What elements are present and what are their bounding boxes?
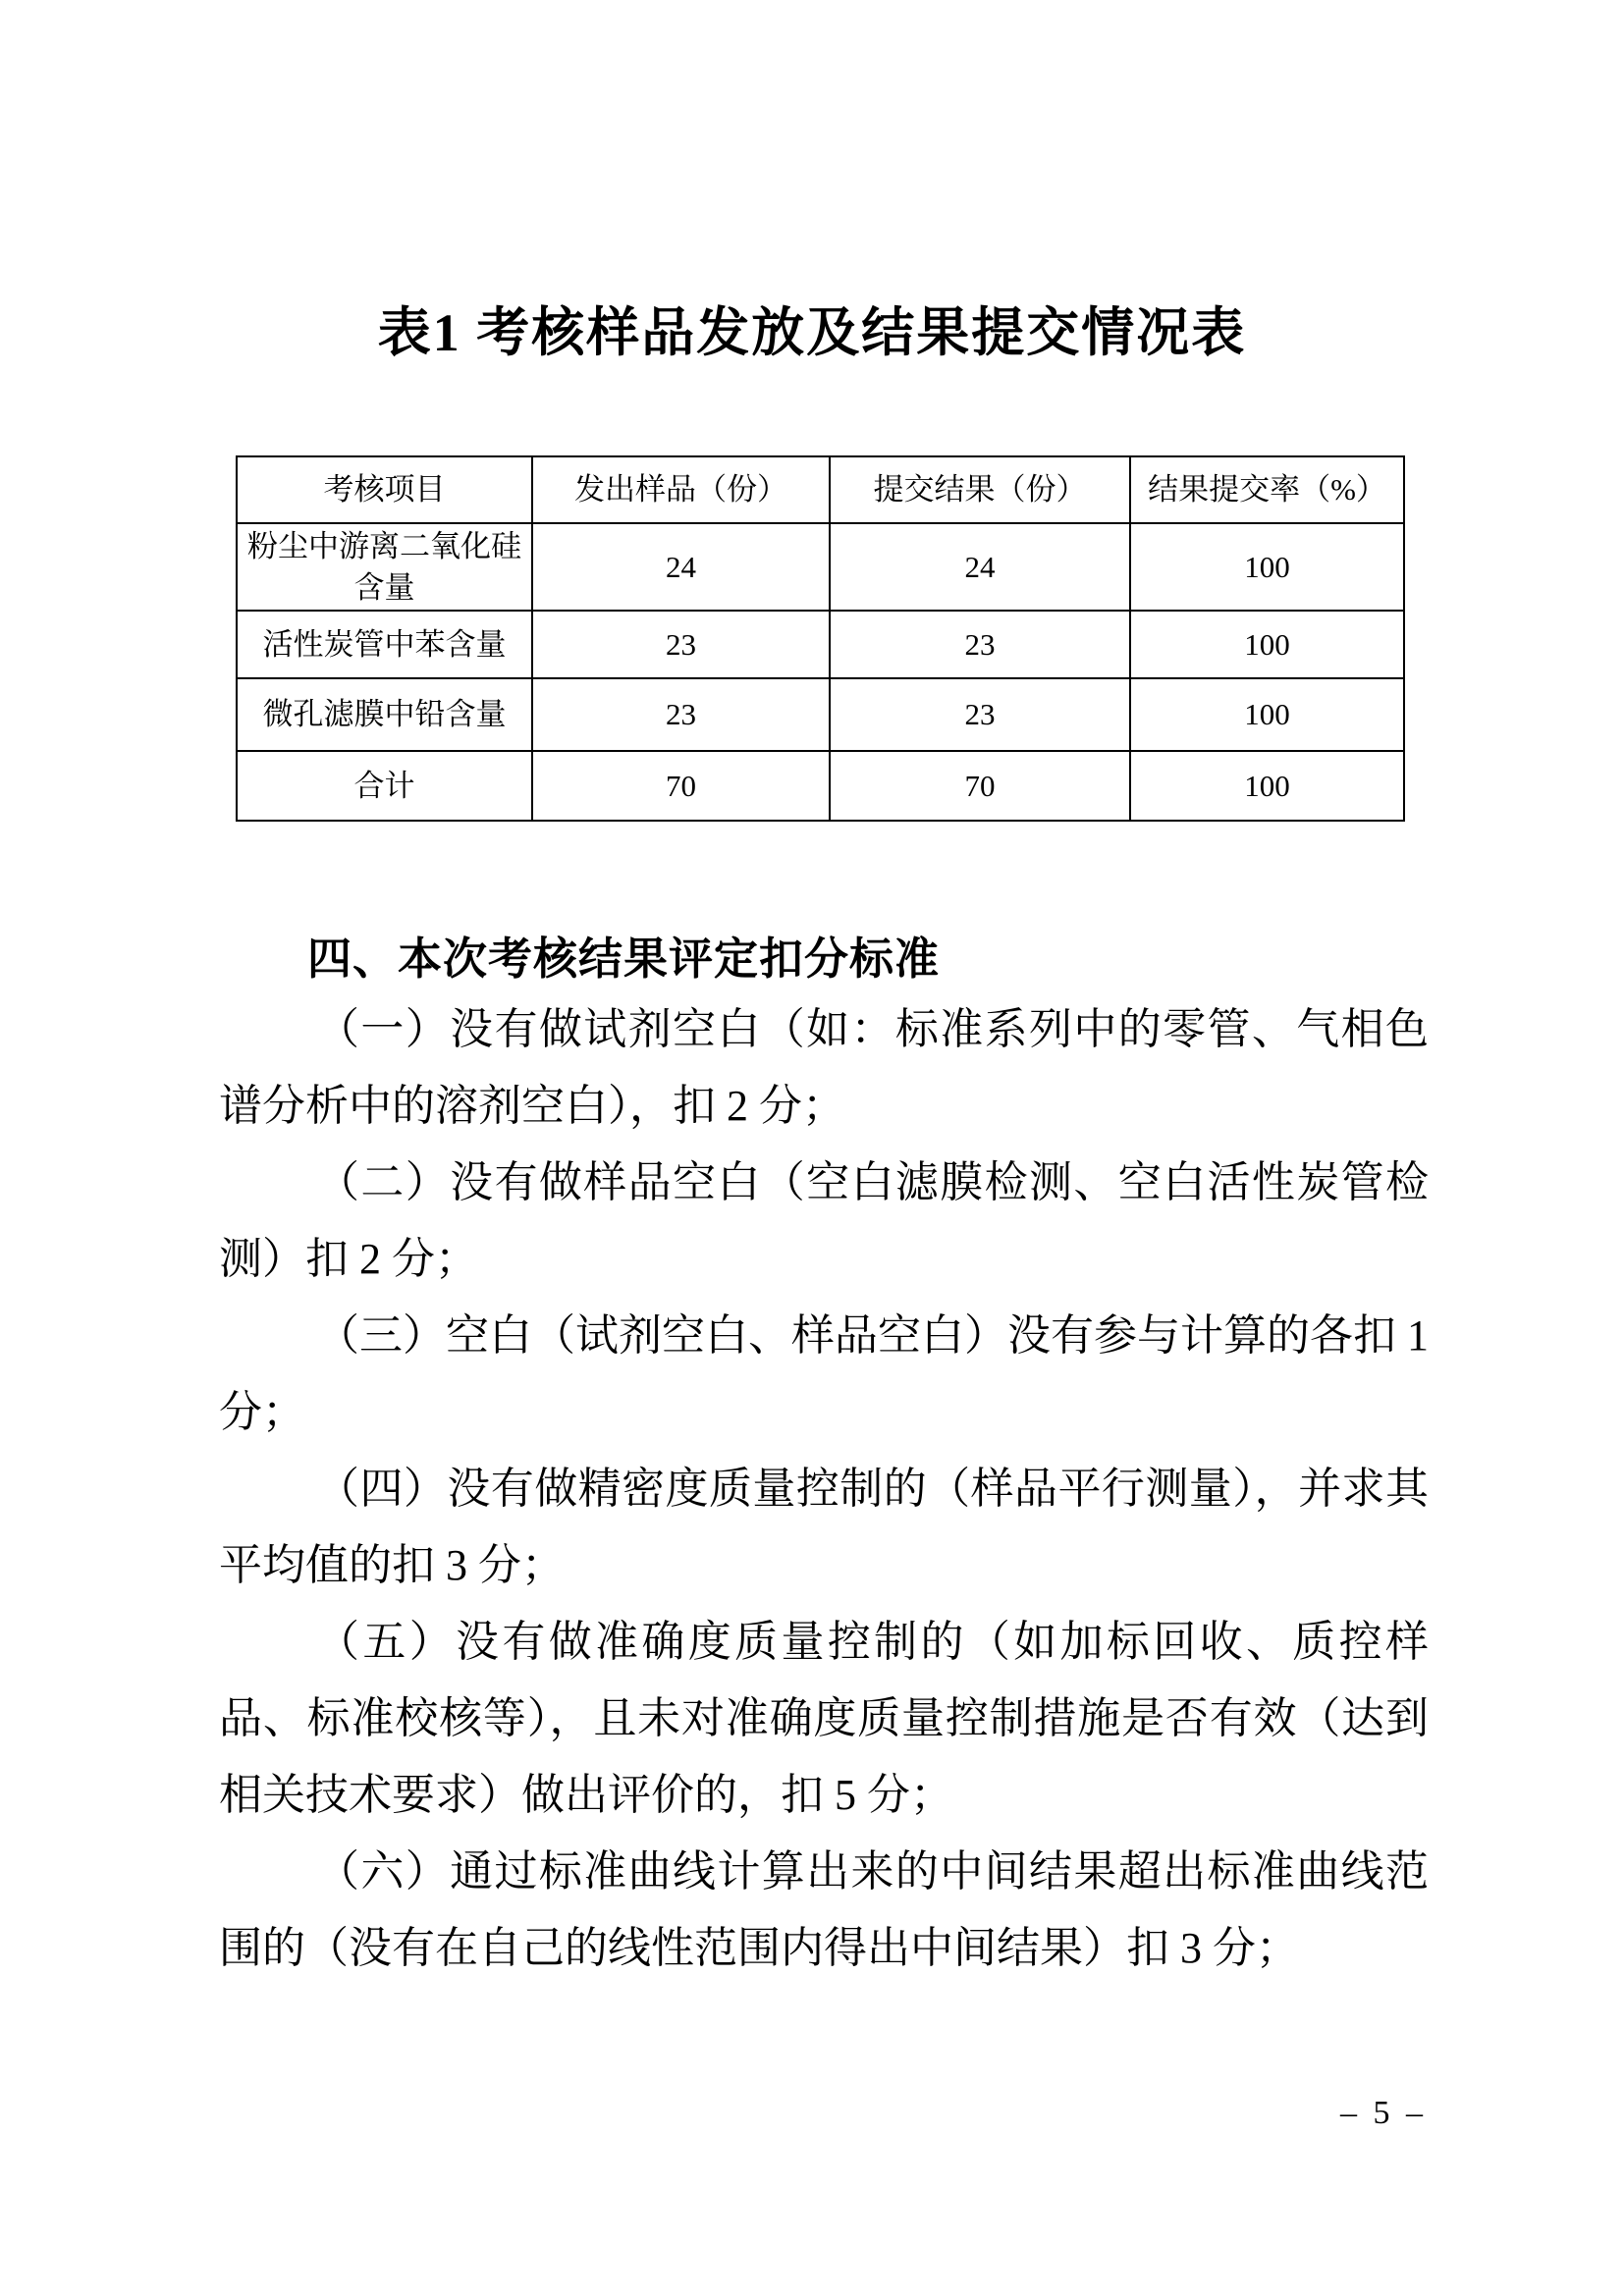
table-row: [237, 523, 1404, 611]
header-issued-samples: 发出样品（份）: [532, 456, 830, 523]
cell-rate: 100: [1130, 751, 1404, 821]
paragraph-rule-2: （二）没有做样品空白（空白滤膜检测、空白活性炭管检测）扣 2 分；: [219, 1158, 1429, 1283]
cell-item: 微孔滤膜中铅含量: [237, 678, 532, 751]
paragraph-rule-6: （六）通过标准曲线计算出来的中间结果超出标准曲线范围的（没有在自己的线性范围内得出中间结果）扣 3 分；: [219, 1847, 1429, 1972]
header-submission-rate: 结果提交率（%）: [1130, 456, 1404, 523]
cell-submitted: 23: [830, 611, 1130, 678]
cell-submitted: 23: [830, 678, 1130, 751]
table-header-row: [237, 456, 1404, 523]
sample-submission-table: [236, 455, 1405, 822]
table-total-row: [237, 751, 1404, 821]
cell-issued: 24: [532, 523, 830, 611]
header-submitted-results: 提交结果（份）: [830, 456, 1130, 523]
paragraph-rule-1: （一）没有做试剂空白（如：标准系列中的零管、气相色谱分析中的溶剂空白），扣 2 分；: [219, 1005, 1429, 1130]
cell-item: 活性炭管中苯含量: [237, 611, 532, 678]
cell-item: 合计: [237, 751, 532, 821]
table-row: [237, 678, 1404, 751]
cell-rate: 100: [1130, 523, 1404, 611]
deduction-rules-text: [219, 991, 1429, 1987]
cell-rate: 100: [1130, 611, 1404, 678]
paragraph-rule-3: （三）空白（试剂空白、样品空白）没有参与计算的各扣 1 分；: [219, 1311, 1429, 1436]
cell-item: 粉尘中游离二氧化硅含量: [237, 523, 532, 611]
section-heading: 四、本次考核结果评定扣分标准: [307, 934, 941, 984]
cell-rate: 100: [1130, 678, 1404, 751]
header-assessment-item: 考核项目: [237, 456, 532, 523]
table-row: [237, 611, 1404, 678]
cell-submitted: 70: [830, 751, 1130, 821]
document-title: 表1 考核样品发放及结果提交情况表: [377, 303, 1247, 362]
cell-issued: 23: [532, 678, 830, 751]
cell-submitted: 24: [830, 523, 1130, 611]
cell-issued: 70: [532, 751, 830, 821]
page-number: – 5 –: [1340, 2095, 1427, 2131]
paragraph-rule-4: （四）没有做精密度质量控制的（样品平行测量），并求其平均值的扣 3 分；: [219, 1465, 1429, 1589]
cell-issued: 23: [532, 611, 830, 678]
paragraph-rule-5: （五）没有做准确度质量控制的（如加标回收、质控样品、标准校核等），且未对准确度质量控制措施是否有效（达到相关技术要求）做出评价的，扣 5 分；: [219, 1618, 1429, 1819]
